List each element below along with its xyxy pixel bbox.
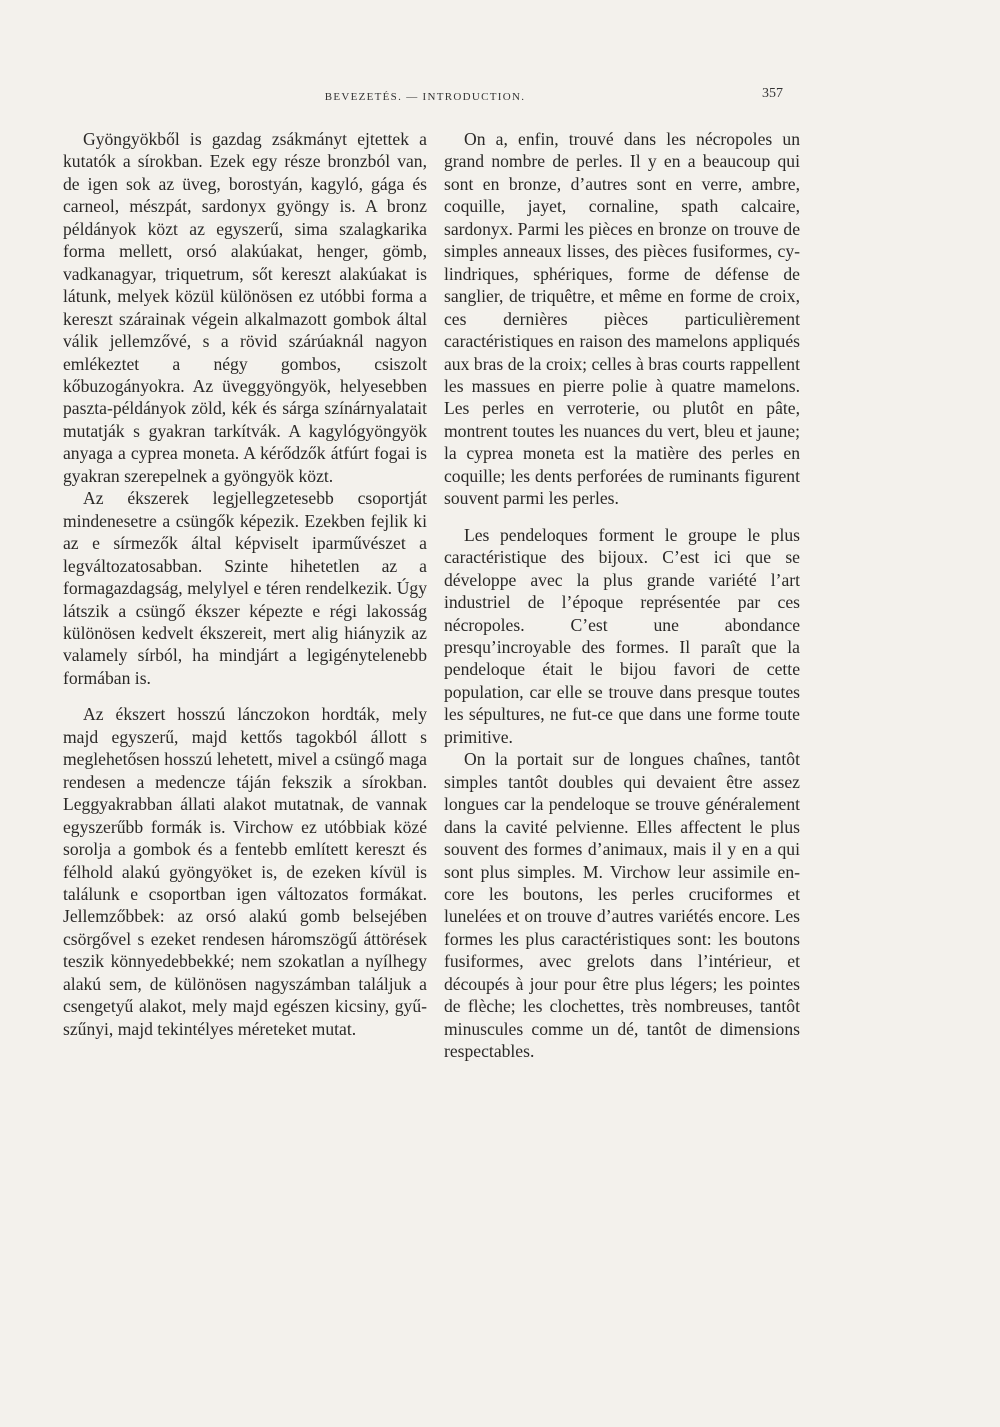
french-paragraph-pendants: Les pendeloques forment le groupe le plus caractéristique des bijoux. C’est ici que se développe avec la plus grande variété l’art industriel de l’époque représentée par ces nécropoles. C’est une abondance presqu’incroyable des formes. Il paraît que la pendeloque était le bijou favori de cette population, car elle se trouve dans presque toutes les sépultures, ne fut-ce que dans une forme toute primitive.	[444, 524, 800, 747]
hungarian-column	[63, 128, 427, 1040]
french-column	[444, 128, 800, 1063]
french-paragraph-beads: On a, enfin, trouvé dans les nécropoles un grand nombre de perles. Il y en a beaucoup qui sont en bronze, d’autres sont en verre, ambre, coquille, jayet, cornaline, spath calcaire, sardonyx. Parmi les pièces en bronze on trouve de simples anneaux lisses, des pièces fusiformes, cylindriques, sphériques, forme de défense de sanglier, de triquêtre, et même en forme de croix, ces dernières pièces particulièrement caractéristiques en raison des mamelons appliqués aux bras de la croix; celles à bras courts rappellent les massues en pierre polie à quatre mamelons. Les perles en verroterie, ou plutôt en pâte, montrent toutes les nuances du vert, bleu et jaune; la cyprea moneta est la matière des perles en coquille; les dents perforées de ruminants figurent souvent parmi les perles.	[444, 129, 800, 509]
page-number: 357	[762, 86, 783, 101]
hungarian-paragraph-pendants: Az ékszerek legjellegzetesebb csoportját mindenesetre a csüngők képezik. Ezekben fejlik ki az e sírmezők által képviselt iparművészet a legváltozatosabban. Szinte hihetetlen az a formagazdagság, melylyel e téren rendelkezik. Úgy látszik a csüngő ékszer képezte e régi lakosság különösen kedvelt ékszereit, mert alig hiányzik az valamely sírból, ha mindjárt a legigénytelenebb formában is.	[63, 488, 427, 688]
hungarian-paragraph-chains: Az ékszert hosszú lánczokon hordták, mely majd egyszerű, majd kettős tagokból állott s meglehetősen hosszú lehetett, mivel a csüngő maga rendesen a medencze táján fekszik a sírokban. Leggyakrabban állati alakot mutatnak, de vannak egyszerűbb formák is. Virchow ez utóbbiak közé sorolja a gombok és a fentebb említett kereszt és félhold alakú gyöngyöket is, de ezeken kívül is találunk e csoportban igen változatos formákat. Jellemzőbbek: az orsó alakú gomb belsejében csörgővel s ezeket rendesen háromszögű áttörések teszik könnyedebbekké; nem szokatlan a nyílhegy alakú sem, de különösen nagyszámban találjuk a csengetyű alakot, mely majd egészen kicsiny, gyűszűnyi, majd tekintélyes méreteket mutat.	[63, 704, 427, 1039]
running-title: BEVEZETÉS. — INTRODUCTION.	[324, 91, 526, 103]
french-paragraph-chains: On la portait sur de longues chaînes, tantôt simples tantôt doubles qui devaient être assez longues car la pendeloque se trouve généralement dans la cavité pelvienne. Elles affectent le plus souvent des formes d’animaux, mais il y en a qui sont plus simples. M. Virchow leur assimile encore les boutons, les perles cruciformes et lunelées et on trouve d’autres variétés encore. Les formes les plus caractéristiques sont: les boutons fusiformes, avec grelots dans l’intérieur, et découpés à jour pour être plus légers; les pointes de flèche; les clochettes, très nombreuses, tantôt minuscules comme un dé, tantôt de dimensions respectables.	[444, 749, 800, 1062]
hungarian-paragraph-beads: Gyöngyökből is gazdag zsákmányt ejtettek a kutatók a sírokban. Ezek egy része bronzból van, de igen sok az üveg, borostyán, kagyló, gága és carneol, mészpát, sardonyx gyöngy is. A bronz példányok közt az egyszerű, sima szalagkarika forma mellett, orsó alakúakat, henger, gömb, vadkanagyar, triquetrum, sőt kereszt alakúakat is látunk, melyek közül különösen ez utóbbi forma a kereszt szárainak végein alkalmazott gombok által válik jellemzővé, s a rövid szárúaknál nagyon emlékeztet a négy gombos, csiszolt kőbuzogányokra. Az üveggyöngyök, helyesebben paszta-példányok zöld, kék és sárga színárnyalatait mutatják s gyakran tarkítvák. A kagylógyöngyök anyaga a cyprea moneta. A kérődzők átfúrt fogai is gyakran szerepelnek a gyöngyök közt.	[63, 129, 427, 486]
